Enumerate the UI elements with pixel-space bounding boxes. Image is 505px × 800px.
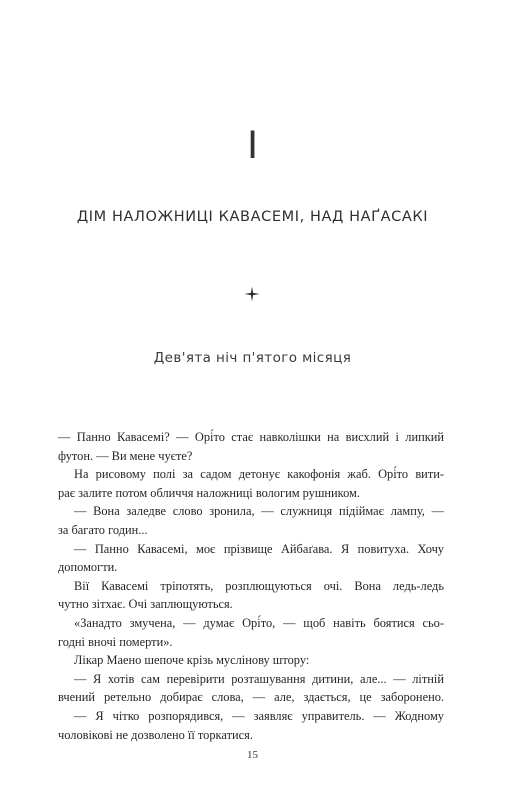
body-text: [58, 428, 444, 744]
text-line: за багато годин...: [58, 522, 148, 537]
text-line: — Я хотів сам перевірити розташування дитини, але... — літній: [74, 671, 444, 686]
text-line: — Я чітко розпорядився, — заявляє управитель. — Жодному: [74, 708, 444, 723]
text-line: допомогти.: [58, 560, 118, 575]
text-line: «Занадто змучена, — думає Орі́то, — щоб навіть боятися сьо-: [74, 615, 444, 630]
text-line: — Панно Кавасемі? — Орі́то стає навколішки на висхлий і липкий: [58, 430, 444, 444]
text-line: годні вночі померти».: [58, 634, 173, 649]
text-line: вчений ретельно добирає слова, — але, здається, це заборонено.: [58, 690, 444, 705]
text-line: — Панно Кавасемі, моє прізвище Айбаґава. Я повитуха. Хочу: [74, 541, 444, 556]
text-line: Вії Кавасемі тріпотять, розплющуються очі. Вона ледь-ледь: [74, 578, 444, 593]
four-point-star-ornament-icon: [244, 286, 260, 302]
text-line: — Вона заледве слово зронила, — служниця підіймає лампу, —: [74, 504, 444, 519]
page-number: 15: [247, 749, 258, 761]
chapter-title: ДІМ НАЛОЖНИЦІ КАВАСЕМІ, НАД НАҐАСАКІ: [76, 209, 429, 225]
text-line: чутно зітхає. Очі заплющуються.: [58, 597, 233, 612]
section-title: Дев'ята ніч п'ятого місяця: [153, 350, 352, 366]
text-line: Лікар Маено шепоче крізь муслінову штору:: [74, 653, 310, 668]
text-line: чоловікові не дозволено її торкатися.: [58, 727, 253, 742]
text-line: футон. — Ви мене чуєте?: [58, 448, 193, 463]
text-line: рає залите потом обличчя наложниці вологим рушником.: [58, 485, 360, 500]
part-number: I: [246, 123, 259, 167]
text-line: На рисовому полі за садом детонує какофонія жаб. Орі́то вити-: [74, 467, 444, 482]
